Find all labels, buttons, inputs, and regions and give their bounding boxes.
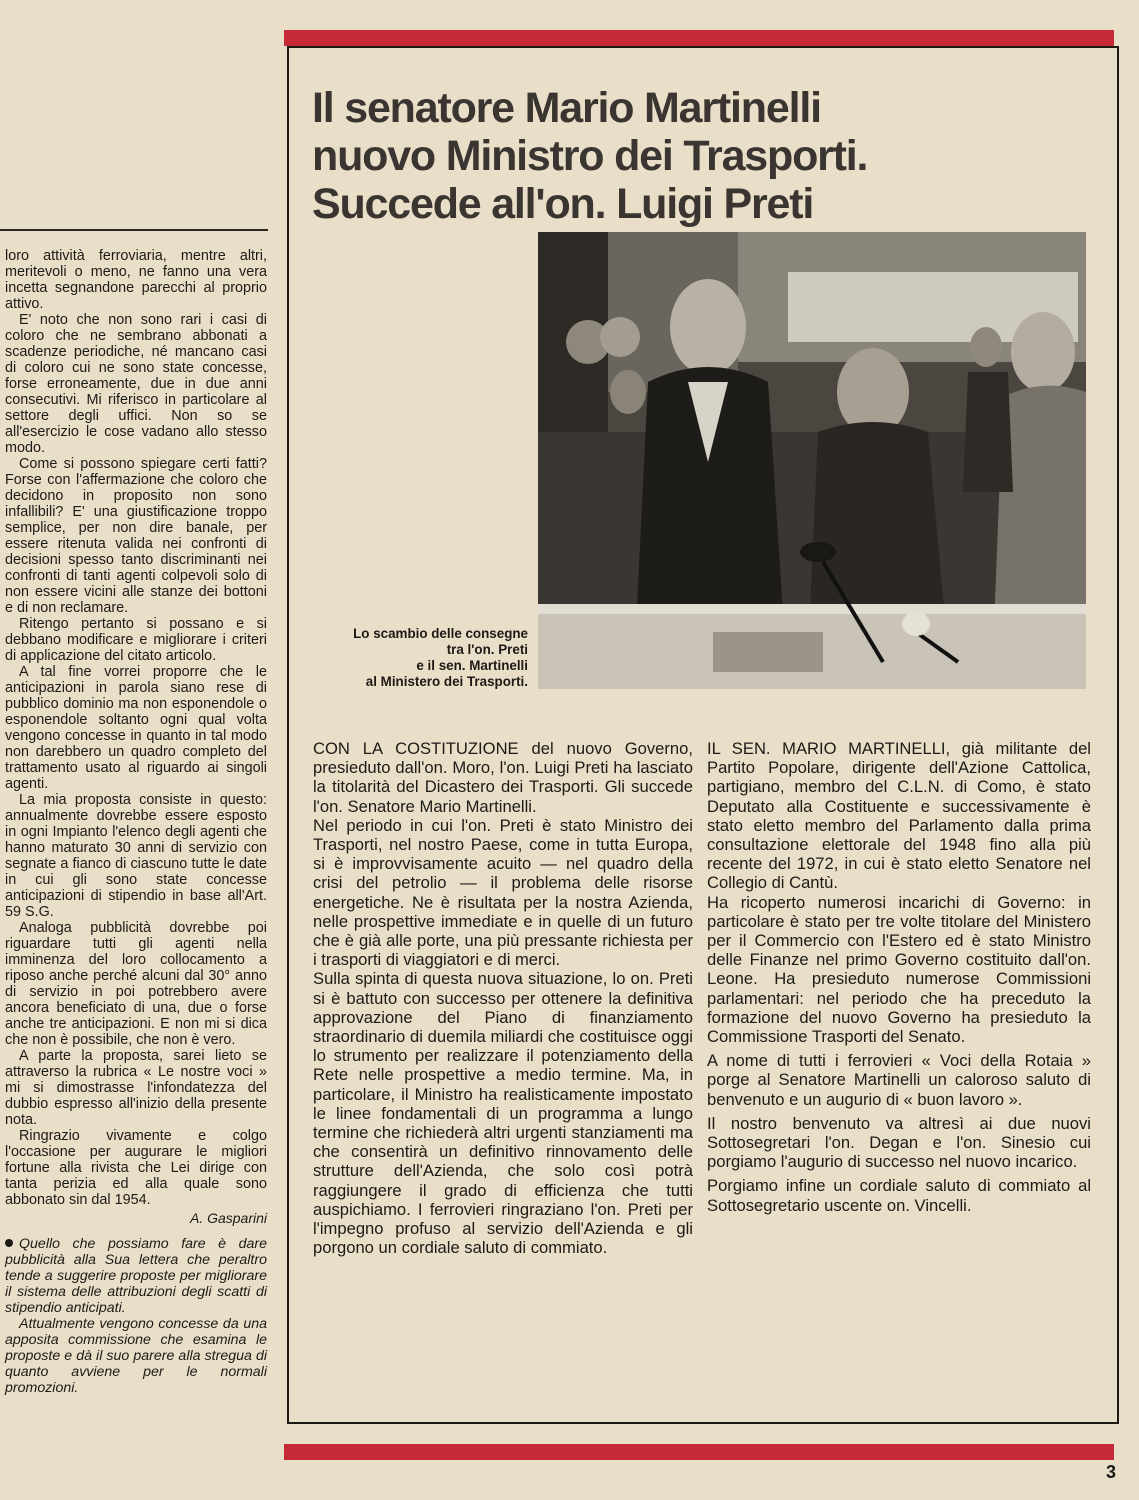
reply-paragraph: Quello che possiamo fare è dare pubblicità alla Sua lettera che peraltro tende a suggerire proposte per migliorare il sistema delle attribuzioni degli scatti di stipendio anticipati. [5,1236,267,1316]
left-column-rule [0,229,268,231]
article-paragraph: Porgiamo infine un cordiale saluto di commiato al Sottosegretario uscente on. Vincelli. [707,1176,1091,1215]
photo-caption [300,626,528,690]
article-headline [312,84,1102,228]
photo-illustration [538,232,1086,689]
article-paragraph: IL SEN. MARIO MARTINELLI, già militante del Partito Popolare, dirigente dell'Azione Cattolica, partigiano, membro del C.L.N. di Como, è stato Deputato alla Costituente e successivamente è stato eletto membro del Parlamento dalla prima consultazione elettorale del 1948 fino alla più recente del 1972, in cui è stato eletto Senatore nel Collegio di Cantù. [707,739,1091,893]
caption-line: tra l'on. Preti [446,642,528,657]
caption-line: e il sen. Martinelli [416,658,528,673]
letter-paragraph: A parte la proposta, sarei lieto se attraverso la rubrica « Le nostre voci » mi si dimostrasse l'infondatezza del dubbio espresso all'inizio della presente nota. [5,1048,267,1128]
bottom-red-bar [284,1444,1114,1460]
letter-paragraph: loro attività ferroviaria, mentre altri, meritevoli o meno, ne fanno una vera incetta segnandone parecchi al proprio attivo. [5,248,267,312]
article-paragraph: Il nostro benvenuto va altresì ai due nuovi Sottosegretari l'on. Degan e l'on. Sinesio cui porgiamo l'augurio di successo nel nuovo incarico. [707,1113,1091,1172]
letter-paragraph: E' noto che non sono rari i casi di coloro che ne sembrano abbonati a scadenze periodiche, né mancano casi di coloro cui ne sono state concesse, forse erroneamente, due in due anni consecutivi. Mi riferisco in particolare al settore degli uffici. Non so se all'esercizio le cose vadano allo stesso modo. [5,312,267,456]
letter-paragraph: Analoga pubblicità dovrebbe poi riguardare tutti gli agenti nella imminenza del loro collocamento a riposo anche perché alcuni dal 30° anno di servizio in poi potrebbero avere ancora beneficiato di una, due o forse anche tre anticipazioni. E non mi si dica che non è possibile, che non è vero. [5,920,267,1048]
headline-line: Succede all'on. Luigi Preti [312,180,814,228]
bullet-icon [5,1239,13,1247]
headline-line: Il senatore Mario Martinelli [312,84,821,132]
editorial-reply [5,1236,267,1396]
letter-paragraph: Ritengo pertanto si possano e si debbano modificare e migliorare i criteri di applicazione del citato articolo. [5,616,267,664]
page-number: 3 [1106,1462,1117,1482]
article-paragraph: Sulla spinta di questa nuova situazione, lo on. Preti si è battuto con successo per ottenere la definitiva approvazione del Piano di finanziamento straordinario di duemila miliardi che costituisce oggi lo strumento per realizzare il potenziamento della Rete nelle prospettive a medio termine. Ma, in particolare, il Ministro ha realisticamente impostato le linee fondamentali di un programma a lungo termine che richiederà altri urgenti stanziamenti ma che consentirà un definitivo rinnovamento delle strutture dell'Azienda, che solo così potrà raggiungere il grado di efficienza che tutti auspichiamo. I ferrovieri ringraziano l'on. Preti per l'impegno profuso al servizio dell'Azienda e gli porgono un cordiale saluto di commiato. [313,969,693,1258]
letter-column [5,248,267,1396]
letter-signature: A. Gasparini [189,1210,267,1226]
letter-paragraph: Ringrazio vivamente e colgo l'occasione per augurare le migliori fortune alla rivista che Lei dirige con tanta perizia ed alla quale sono abbonato sin dal 1954. [5,1128,267,1208]
article-paragraph: Ha ricoperto numerosi incarichi di Governo: in particolare è stato per tre volte titolare del Ministero per il Commercio con l'Estero ed è stato Ministro delle Finanze nel primo Governo costituito dall'on. Leone. Ha presieduto numerose Commissioni parlamentari: nel periodo che ha preceduto la formazione del nuovo Governo ha presieduto la Commissione Trasporti del Senato. [707,892,1091,1047]
letter-paragraph: Come si possono spiegare certi fatti? Forse con l'affermazione che coloro che decidono in proposito non sono infallibili? E' una giustificazione troppo semplice, per non dire banale, per essere ritenuta valida nei confronti di decisioni spesso tanto discriminanti nei confronti di tanti agenti colpevoli solo di non essere vicini alle stanze dei bottoni e di non reclamare. [5,456,267,616]
article-photo [538,232,1086,689]
article-paragraph: Nel periodo in cui l'on. Preti è stato Ministro dei Trasporti, nel nostro Paese, come in tutta Europa, si è improvvisamente acuito — nel quadro della crisi del petrolio — il problema delle risorse energetiche. Ne è risultata per la nostra Azienda, nelle prospettive immediate e in quelle di un futuro che è già alle porte, una più pressante richiesta per i trasporti di viaggiatori e di merci. [313,815,693,970]
letter-paragraph: A tal fine vorrei proporre che le anticipazioni in parola siano rese di pubblico dominio ma non esponendole o esponendole soltanto ogni qual volta vengono concesse in quanto in tal modo non darebbero un quadro completo del trattamento usato al riguardo ai singoli agenti. [5,664,267,792]
headline-line: nuovo Ministro dei Trasporti. [312,132,868,180]
top-red-bar [284,30,1114,46]
caption-line: al Ministero dei Trasporti. [365,674,528,689]
article-column-2 [707,739,1091,1215]
reply-paragraph: Attualmente vengono concesse da una apposita commissione che esamina le proposte e dà il suo parere alla stregua di quanto avviene per le normali promozioni. [5,1316,267,1396]
article-column-1 [313,739,693,1257]
letter-paragraph: La mia proposta consiste in questo: annualmente dovrebbe essere esposto in ogni Impianto l'elenco degli agenti che hanno maturato 30 anni di servizio con segnate a fianco di ciascuno tutte le date in cui gli sono state concesse anticipazioni di stipendio in base all'Art. 59 S.G. [5,792,267,920]
article-paragraph: A nome di tutti i ferrovieri « Voci della Rotaia » porge al Senatore Martinelli un caloroso saluto di benvenuto e un augurio di « buon lavoro ». [707,1051,1091,1109]
caption-line: Lo scambio delle consegne [353,626,528,641]
article-paragraph: CON LA COSTITUZIONE del nuovo Governo, presieduto dall'on. Moro, l'on. Luigi Preti ha lasciato la titolarità del Dicastero dei Trasporti. Gli succede l'on. Senatore Mario Martinelli. [313,739,693,816]
